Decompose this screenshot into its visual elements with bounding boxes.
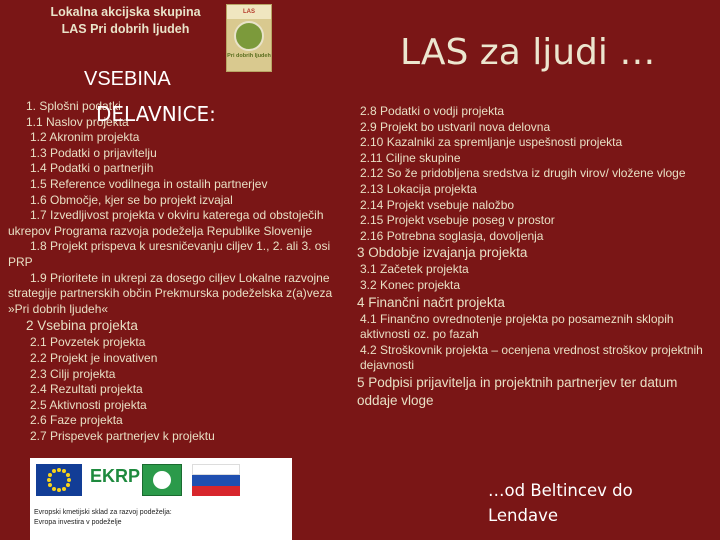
list-item: 3.1 Začetek projekta bbox=[360, 262, 469, 277]
section-heading-vsebina: VSEBINA bbox=[84, 68, 171, 90]
list-item: 2.16 Potrebna soglasja, dovoljenja bbox=[360, 228, 544, 243]
list-item: 2.14 Projekt vsebuje naložbo bbox=[360, 197, 515, 212]
list-item: 2 Vsebina projekta bbox=[26, 318, 138, 334]
list-item: 1.1 Naslov projekta bbox=[26, 114, 129, 129]
list-item: 1.6 Območje, kjer se bo projekt izvajal bbox=[30, 192, 233, 207]
list-item: 2.7 Prispevek partnerjev k projektu bbox=[30, 428, 215, 443]
list-item: 2.5 Aktivnosti projekta bbox=[30, 397, 147, 412]
funding-logos-panel bbox=[30, 458, 292, 540]
list-item: 1.8 Projekt prispeva k uresničevanju ciljev 1., 2. ali 3. osi PRP bbox=[8, 239, 331, 269]
list-item: 2.15 Projekt vsebuje poseg v prostor bbox=[360, 213, 555, 228]
list-item: 4.2 Stroškovnik projekta – ocenjena vrednost stroškov projektnih dejavnosti bbox=[360, 342, 703, 373]
list-item: 1.7 Izvedljivost projekta v okviru katerega od obstoječih ukrepov Programa razvoja podeželja Republike Slovenije bbox=[8, 208, 324, 238]
eu-star-icon bbox=[47, 478, 51, 482]
list-item: 2.12 So že pridobljena sredstva iz drugih virov/ vložene vloge bbox=[360, 166, 686, 181]
list-item: 1.4 Podatki o partnerjih bbox=[30, 161, 154, 176]
funding-caption-line-2: Evropa investira v podeželje bbox=[34, 519, 122, 526]
organization-line-2: LAS Pri dobrih ljudeh bbox=[61, 22, 190, 36]
closing-line-2: Lendave bbox=[488, 506, 559, 525]
list-item: 2.3 Cilji projekta bbox=[30, 366, 116, 381]
list-item: 2.6 Faze projekta bbox=[30, 413, 123, 428]
eu-star-icon bbox=[57, 488, 61, 492]
slide-title: LAS za ljudi … bbox=[400, 32, 656, 73]
eu-star-icon bbox=[66, 473, 70, 477]
eu-star-icon bbox=[52, 487, 56, 491]
funding-caption bbox=[34, 508, 290, 528]
organization-line-1: Lokalna akcijska skupina bbox=[50, 5, 201, 19]
logo-emblem-icon bbox=[234, 21, 264, 51]
list-item: 2.9 Projekt bo ustvaril nova delovna bbox=[360, 119, 551, 134]
organization-title bbox=[38, 4, 213, 38]
ekrp-logo: EKRP bbox=[90, 466, 141, 486]
closing-text bbox=[488, 478, 698, 528]
list-item: 2.8 Podatki o vodji projekta bbox=[360, 104, 505, 118]
list-item: 2.1 Povzetek projekta bbox=[30, 335, 146, 350]
section-heading-delavnice: DELAVNICE: bbox=[96, 102, 216, 126]
eu-star-icon bbox=[66, 483, 70, 487]
closing-line-1: …od Beltincev do bbox=[488, 481, 633, 500]
list-item: 3 Obdobje izvajanja projekta bbox=[357, 245, 528, 261]
list-item: 4 Finančni načrt projekta bbox=[357, 294, 505, 310]
list-item: 1. Splošni podatki bbox=[26, 99, 121, 113]
right-content-list bbox=[357, 104, 720, 410]
eu-star-icon bbox=[62, 487, 66, 491]
list-item: 1.5 Reference vodilnega in ostalih partnerjev bbox=[30, 176, 268, 191]
eu-star-icon bbox=[62, 469, 66, 473]
leader-logo-icon bbox=[142, 464, 182, 496]
logo-bottom-text: Pri dobrih ljudeh bbox=[227, 53, 271, 59]
eu-star-icon bbox=[57, 468, 61, 472]
eu-star-icon bbox=[48, 473, 52, 477]
slovenia-flag-icon bbox=[192, 464, 240, 496]
list-item: 2.13 Lokacija projekta bbox=[360, 181, 477, 196]
list-item: 1.2 Akronim projekta bbox=[30, 130, 140, 145]
list-item: 2.2 Projekt je inovativen bbox=[30, 350, 158, 365]
list-item: 2.10 Kazalniki za spremljanje uspešnosti projekta bbox=[360, 135, 623, 150]
list-item: 1.9 Prioritete in ukrepi za dosego ciljev Lokalne razvojne strategije partnerskih občin Prekmurska podeželska z(a)veza »Pri dobrih ljudeh« bbox=[8, 270, 333, 316]
list-item: 2.11 Ciljne skupine bbox=[360, 150, 461, 165]
list-item: 2.4 Rezultati projekta bbox=[30, 382, 143, 397]
eu-flag-icon bbox=[36, 464, 82, 496]
logo-top-text: LAS bbox=[227, 5, 271, 19]
list-item: 4.1 Finančno ovrednotenje projekta po posameznih sklopih aktivnosti oz. po fazah bbox=[360, 311, 674, 342]
eu-star-icon bbox=[48, 483, 52, 487]
list-item: 3.2 Konec projekta bbox=[360, 277, 461, 292]
list-item: 5 Podpisi prijavitelja in projektnih partnerjev ter datum oddaje vloge bbox=[357, 374, 678, 408]
left-content-list bbox=[8, 99, 353, 444]
funding-caption-line-1: Evropski kmetijski sklad za razvoj podeželja: bbox=[34, 509, 172, 516]
eu-star-icon bbox=[52, 469, 56, 473]
eu-star-icon bbox=[67, 478, 71, 482]
list-item: 1.3 Podatki o prijavitelju bbox=[30, 145, 157, 160]
las-logo bbox=[226, 4, 272, 72]
